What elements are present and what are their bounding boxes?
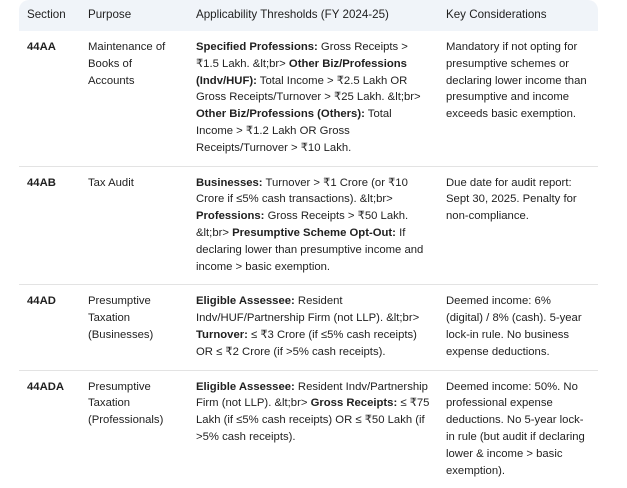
table-row <box>19 370 598 488</box>
threshold-text: ≤ ₹75 Lakh (if ≤5% cash receipts) OR ≤ ₹50 Lakh (if >5% cash receipts). <box>196 397 430 443</box>
threshold-label: Eligible Assessee: <box>196 295 295 308</box>
threshold-label: Gross Receipts: <box>310 397 398 410</box>
threshold-label: Presumptive Scheme Opt-Out: <box>232 226 396 239</box>
section-cell: 44AB <box>19 166 80 285</box>
thresholds-cell <box>188 31 438 166</box>
thresholds-cell <box>188 285 438 370</box>
header-considerations: Key Considerations <box>438 0 598 31</box>
threshold-text: If declaring lower than presumptive income and income > basic exemption. <box>196 226 424 273</box>
section-cell: 44AD <box>19 285 80 370</box>
table-row <box>19 285 598 370</box>
purpose-cell: Maintenance of Books of Accounts <box>80 31 188 166</box>
threshold-label: Turnover: <box>196 328 248 341</box>
considerations-cell: Deemed income: 6% (digital) / 8% (cash). 5-year lock-in rule. No business expense deductions. <box>438 285 598 370</box>
threshold-label: Other Biz/Professions (Others): <box>196 108 365 121</box>
section-cell: 44ADA <box>27 380 65 393</box>
threshold-label: Other Biz/Professions (Indv/HUF): <box>196 57 407 87</box>
section-cell: 44AA <box>19 31 80 166</box>
considerations-cell: Mandatory if not opting for presumptive schemes or declaring lower income than presumptive and income exceeds basic exemption. <box>438 31 598 166</box>
table-row <box>19 31 598 166</box>
table-header <box>19 0 598 31</box>
threshold-text: ≤ ₹3 Crore (if ≤5% cash receipts) OR ≤ ₹2 Crore (if >5% cash receipts). <box>196 328 417 358</box>
threshold-text: Gross Receipts > ₹50 Lakh. &lt;br> <box>196 210 409 239</box>
header-section: Section <box>19 0 80 31</box>
purpose-cell: Presumptive Taxation (Professionals) <box>88 380 164 427</box>
table-body <box>19 31 598 488</box>
threshold-label: Eligible Assessee: <box>196 380 295 393</box>
threshold-text: Turnover > ₹1 Crore (or ₹10 Crore if ≤5% cash transactions). &lt;br> <box>196 176 408 206</box>
considerations-cell: Deemed income: 50%. No professional expense deductions. No 5-year lock-in rule (but audit if declaring lower & income > basic exemption). <box>446 380 585 477</box>
header-thresholds: Applicability Thresholds (FY 2024-25) <box>188 0 438 31</box>
threshold-text: Resident Indv/HUF/Partnership Firm (not LLP). &lt;br> <box>196 295 420 325</box>
threshold-text: Gross Receipts > ₹1.5 Lakh. &lt;br> <box>196 41 408 70</box>
threshold-text: Resident Indv/Partnership Firm (not LLP). &lt;br> <box>196 380 428 410</box>
purpose-cell: Presumptive Taxation (Businesses) <box>80 285 188 370</box>
considerations-cell: Due date for audit report: Sept 30, 2025. Penalty for non-compliance. <box>438 166 598 285</box>
threshold-label: Professions: <box>196 210 265 223</box>
tax-sections-table <box>19 0 598 488</box>
threshold-text: Total Income > ₹2.5 Lakh OR Gross Receipts/Turnover > ₹25 Lakh. &lt;br> <box>196 74 421 104</box>
header-row <box>19 0 598 31</box>
thresholds-cell <box>188 166 438 285</box>
threshold-text: Total Income > ₹1.2 Lakh OR Gross Receipts/Turnover > ₹10 Lakh. <box>196 108 392 154</box>
header-purpose: Purpose <box>80 0 188 31</box>
table-row <box>19 166 598 285</box>
threshold-label: Specified Professions: <box>196 41 318 53</box>
thresholds-cell <box>188 370 438 488</box>
purpose-cell: Tax Audit <box>80 166 188 285</box>
threshold-label: Businesses: <box>196 176 263 189</box>
